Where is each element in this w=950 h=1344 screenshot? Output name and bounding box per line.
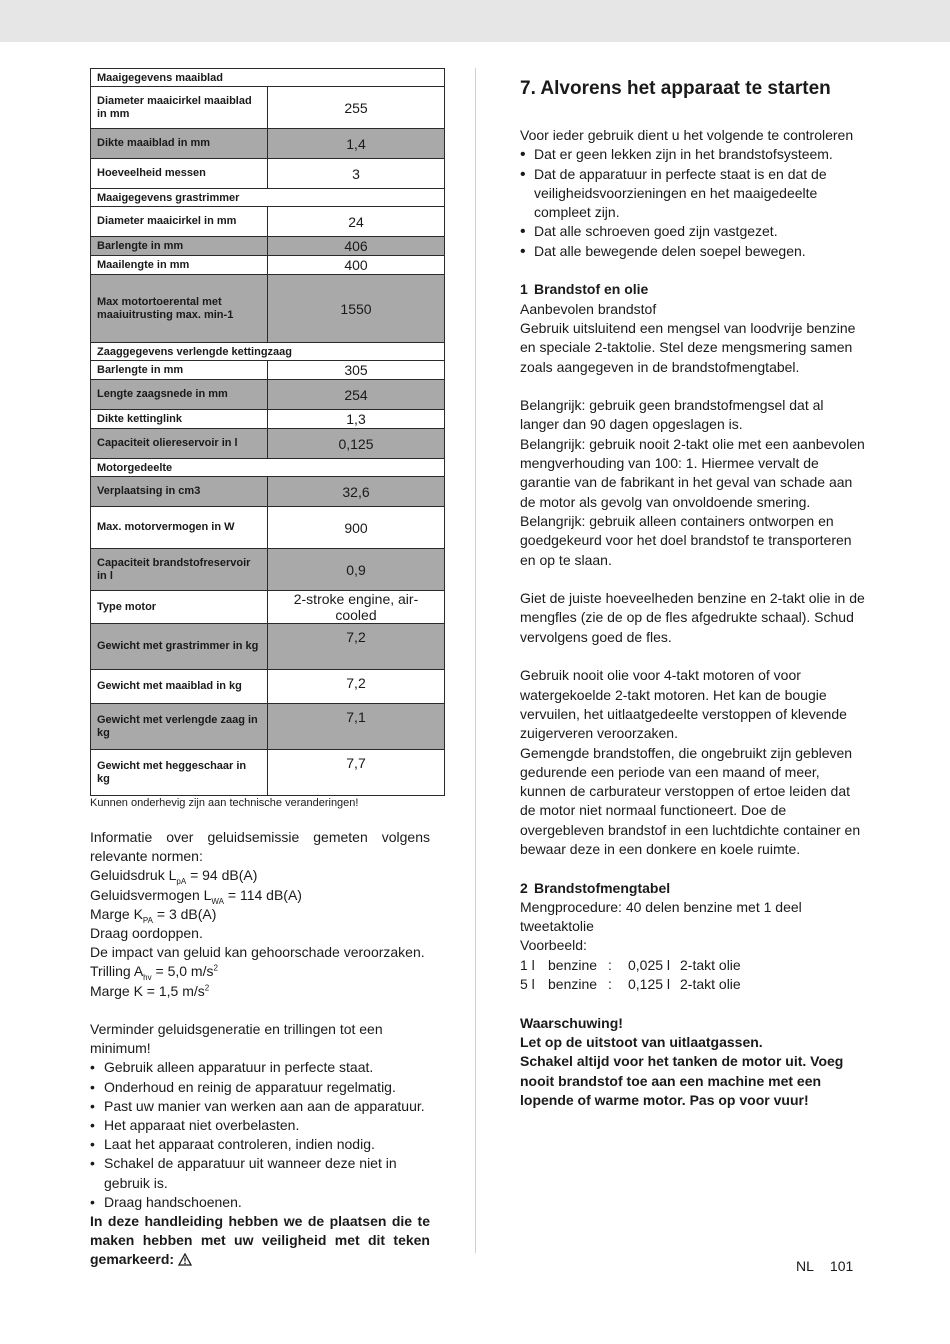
spec-value: 406: [268, 237, 445, 256]
spec-value: 1,4: [268, 129, 445, 159]
list-item: • Laat het apparaat controleren, indien nodig.: [90, 1135, 430, 1154]
spec-label: Lengte zaagsnede in mm: [91, 380, 268, 410]
fuel-paragraph-2: Belangrijk: gebruik geen brandstofmengsel dat al langer dan 90 dagen opgeslagen is.: [520, 397, 824, 433]
top-band: [0, 0, 950, 42]
mix-oil-type: 2-takt olie: [680, 956, 741, 973]
spec-value: 900: [268, 507, 445, 549]
mix-oil: 0,125 l: [628, 976, 671, 993]
table-section-row: [91, 343, 445, 361]
section-label: Maaigegevens maaiblad: [91, 69, 445, 87]
spec-value: 7,2: [268, 670, 445, 704]
table-row: [91, 256, 445, 275]
mix-qty: 5 l: [520, 976, 535, 993]
spec-value: 255: [268, 87, 445, 129]
spec-label: Gewicht met verlengde zaag in kg: [91, 704, 268, 750]
warning-triangle-icon: [178, 1253, 192, 1266]
list-item: • Het apparaat niet overbelasten.: [90, 1116, 430, 1135]
table-row: [91, 410, 445, 429]
table-row: [91, 237, 445, 256]
spec-value: 7,7: [268, 750, 445, 796]
noise-intro-2: relevante normen:: [90, 848, 203, 865]
table-row: [91, 750, 445, 796]
spec-label: Max. motorvermogen in W: [91, 507, 268, 549]
spec-label: Gewicht met maaiblad in kg: [91, 670, 268, 704]
spec-value: 32,6: [268, 477, 445, 507]
table-row: [91, 507, 445, 549]
table-row: [91, 670, 445, 704]
spec-value: 0,125: [268, 429, 445, 459]
spec-label: Hoeveelheid messen: [91, 159, 268, 189]
table-section-row: [91, 69, 445, 87]
sound-margin: Marge $K_{PA} = 3$ dB(A): [90, 905, 217, 925]
hearing-impact: De impact van geluid kan gehoorschade veroorzaken.: [90, 944, 425, 961]
table-row: [91, 549, 445, 591]
spec-label: Diameter maaicirkel in mm: [91, 207, 268, 237]
section-label: Zaaggegevens verlengde kettingzaag: [91, 343, 445, 361]
list-item: • Dat de apparatuur in perfecte staat is en dat de veiligheidsvoorzieningen en het maaigedeelte compleet zijn.: [520, 165, 865, 223]
spec-table: [90, 68, 445, 796]
table-row: [91, 129, 445, 159]
section-label: Maaigegevens grastrimmer: [91, 189, 445, 207]
spec-label: Barlengte in mm: [91, 237, 268, 256]
mix-sep: :: [608, 976, 612, 993]
fuel-paragraph-5: Giet de juiste hoeveelheden benzine en 2-takt olie in de mengfles (zie de op de fles afgedrukte schaal). Schud vervolgens goed de fles.: [520, 590, 865, 645]
mix-procedure: Mengprocedure: 40 delen benzine met 1 deel tweetaktolie: [520, 898, 802, 935]
page-footer: [796, 1258, 869, 1274]
table-row: [91, 361, 445, 380]
ear-protection: Draag oordoppen.: [90, 925, 203, 942]
spec-value: 2-stroke engine, air-cooled: [268, 591, 445, 624]
table-row: [91, 207, 445, 237]
language-code: NL: [796, 1258, 814, 1274]
spec-value: 400: [268, 256, 445, 275]
page-number: 101: [829, 1258, 854, 1274]
spec-value: 3: [268, 159, 445, 189]
list-item: • Past uw manier van werken aan aan de apparatuur.: [90, 1097, 430, 1116]
spec-value: 1,3: [268, 410, 445, 429]
fuel-subheading: Aanbevolen brandstof: [520, 300, 657, 317]
list-item: • Dat er geen lekken zijn in het brandstofsysteem.: [520, 145, 865, 164]
spec-value: 7,1: [268, 704, 445, 750]
check-intro: Voor ieder gebruik dient u het volgende te controleren: [520, 127, 854, 143]
safety-text: In deze handleiding hebben we de plaatsen die te maken hebben met uw veiligheid met dit teken gemarkeerd:: [90, 1213, 430, 1268]
table-section-row: [91, 189, 445, 207]
list-item: • Onderhoud en reinig de apparatuur regelmatig.: [90, 1078, 430, 1097]
table-row: [91, 380, 445, 410]
table-section-row: [91, 459, 445, 477]
list-item: • Dat alle schroeven goed zijn vastgezet.: [520, 222, 865, 241]
spec-label: Maailengte in mm: [91, 256, 268, 275]
fuel-paragraph-7: Gemengde brandstoffen, die ongebruikt zijn gebleven gedurende een periode van een maand of meer, kunnen de carburateur verstoppen of ertoe leiden dat de motor niet normaal functioneert. Doe de overgebleven brandstof in een luchtdichte container en bewaar deze in een donkere en koele ruimte.: [520, 744, 861, 857]
table-row: [91, 429, 445, 459]
spec-label: Dikte maaiblad in mm: [91, 129, 268, 159]
table-row: [91, 624, 445, 670]
spec-value: 1550: [268, 275, 445, 343]
table-row: [91, 704, 445, 750]
fuel-paragraph-6: Gebruik nooit olie voor 4-takt motoren of voor watergekoelde 2-takt motoren. Het kan de bougie vervuilen, het uitlaatgedeelte verstoppen of klevende zuigerveren veroorzaken.: [520, 667, 847, 742]
fuel-paragraph-4: Belangrijk: gebruik alleen containers ontworpen en goedgekeurd voor het doel brandstof te transporteren en op te slaan.: [520, 512, 852, 568]
spec-label: Capaciteit brandstofreservoir in l: [91, 549, 268, 591]
vibration-margin: Marge K = 1,5 $m/s^2$: [90, 982, 210, 999]
mix-fuel: benzine: [548, 956, 598, 973]
spec-value: 254: [268, 380, 445, 410]
warning-line-2: Schakel altijd voor het tanken de motor uit. Voeg nooit brandstof toe aan een machine met een lopende of warme motor. Pas op voor vuur!: [520, 1053, 844, 1108]
list-item: • Draag handschoenen.: [90, 1193, 430, 1212]
spec-label: Capaciteit oliereservoir in l: [91, 429, 268, 459]
spec-label: Dikte kettinglink: [91, 410, 268, 429]
spec-label: Verplaatsing in cm3: [91, 477, 268, 507]
section-title: 7. Alvorens het apparaat te starten: [520, 78, 831, 99]
table-row: [91, 275, 445, 343]
spec-value: 305: [268, 361, 445, 380]
spec-value: 0,9: [268, 549, 445, 591]
table-row: [91, 591, 445, 624]
spec-value: 7,2: [268, 624, 445, 670]
column-divider: [475, 68, 476, 1253]
check-list: [520, 145, 865, 261]
vibration: Trilling $A_{hv} = 5,0$ $m/s^2$: [90, 963, 218, 983]
spec-value: 24: [268, 207, 445, 237]
spec-label: Max motortoerental met maaiuitrusting max. min-1: [91, 275, 268, 343]
table-row: [91, 159, 445, 189]
fuel-paragraph-3: Belangrijk: gebruik nooit 2-takt olie met een aanbevolen mengverhouding van 100: 1. Hiermee vervalt de garantie van de fabrikant in het geval van schade aan de motor als gevolg van onvoldoende smering.: [520, 435, 865, 510]
mix-oil: 0,025 l: [628, 956, 671, 973]
list-item: • Schakel de apparatuur uit wanneer deze niet in gebruik is.: [90, 1154, 430, 1192]
fuel-heading: 1 Brandstof en olie: [520, 281, 649, 298]
start-section: [520, 76, 865, 1110]
reduce-list: [90, 1058, 430, 1212]
mix-table-heading: 2 Brandstofmengtabel: [520, 879, 671, 896]
spec-label: Type motor: [91, 591, 268, 624]
spec-note: Kunnen onderhevig zijn aan technische veranderingen!: [90, 797, 359, 809]
mix-table: [520, 956, 865, 995]
list-item: • Dat alle bewegende delen soepel bewegen.: [520, 242, 865, 261]
fuel-paragraph-1: Gebruik uitsluitend een mengsel van loodvrije benzine en speciale 2-taktolie. Stel deze mengsmering samen zoals aangegeven in de brandstofmengtabel.: [520, 319, 856, 375]
mix-fuel: benzine: [548, 976, 598, 993]
mix-qty: 1 l: [520, 956, 535, 973]
spec-label: Barlengte in mm: [91, 361, 268, 380]
table-row: [91, 477, 445, 507]
list-item: • Gebruik alleen apparatuur in perfecte staat.: [90, 1058, 430, 1077]
warning-title: Waarschuwing!: [520, 1014, 623, 1031]
noise-section: [90, 828, 430, 1270]
spec-label: Gewicht met heggeschaar in kg: [91, 750, 268, 796]
table-row: [91, 87, 445, 129]
reduce-heading: Verminder geluidsgeneratie en trillingen tot een minimum!: [90, 1021, 383, 1057]
sound-pressure: Geluidsdruk $L_{pA} = 94$ dB(A): [90, 867, 258, 887]
mix-sep: :: [608, 956, 612, 973]
section-label: Motorgedeelte: [91, 459, 445, 477]
noise-intro: Informatie over geluidsemissie gemeten volgens: [90, 829, 430, 845]
spec-label: Gewicht met grastrimmer in kg: [91, 624, 268, 670]
spec-label: Diameter maaicirkel maaiblad in mm: [91, 87, 268, 129]
mix-example-label: Voorbeeld:: [520, 937, 587, 954]
mix-oil-type: 2-takt olie: [680, 976, 741, 993]
warning-line-1: Let op de uitstoot van uitlaatgassen.: [520, 1033, 763, 1050]
sound-power: Geluidsvermogen $L_{WA} = 114$ dB(A): [90, 886, 302, 906]
